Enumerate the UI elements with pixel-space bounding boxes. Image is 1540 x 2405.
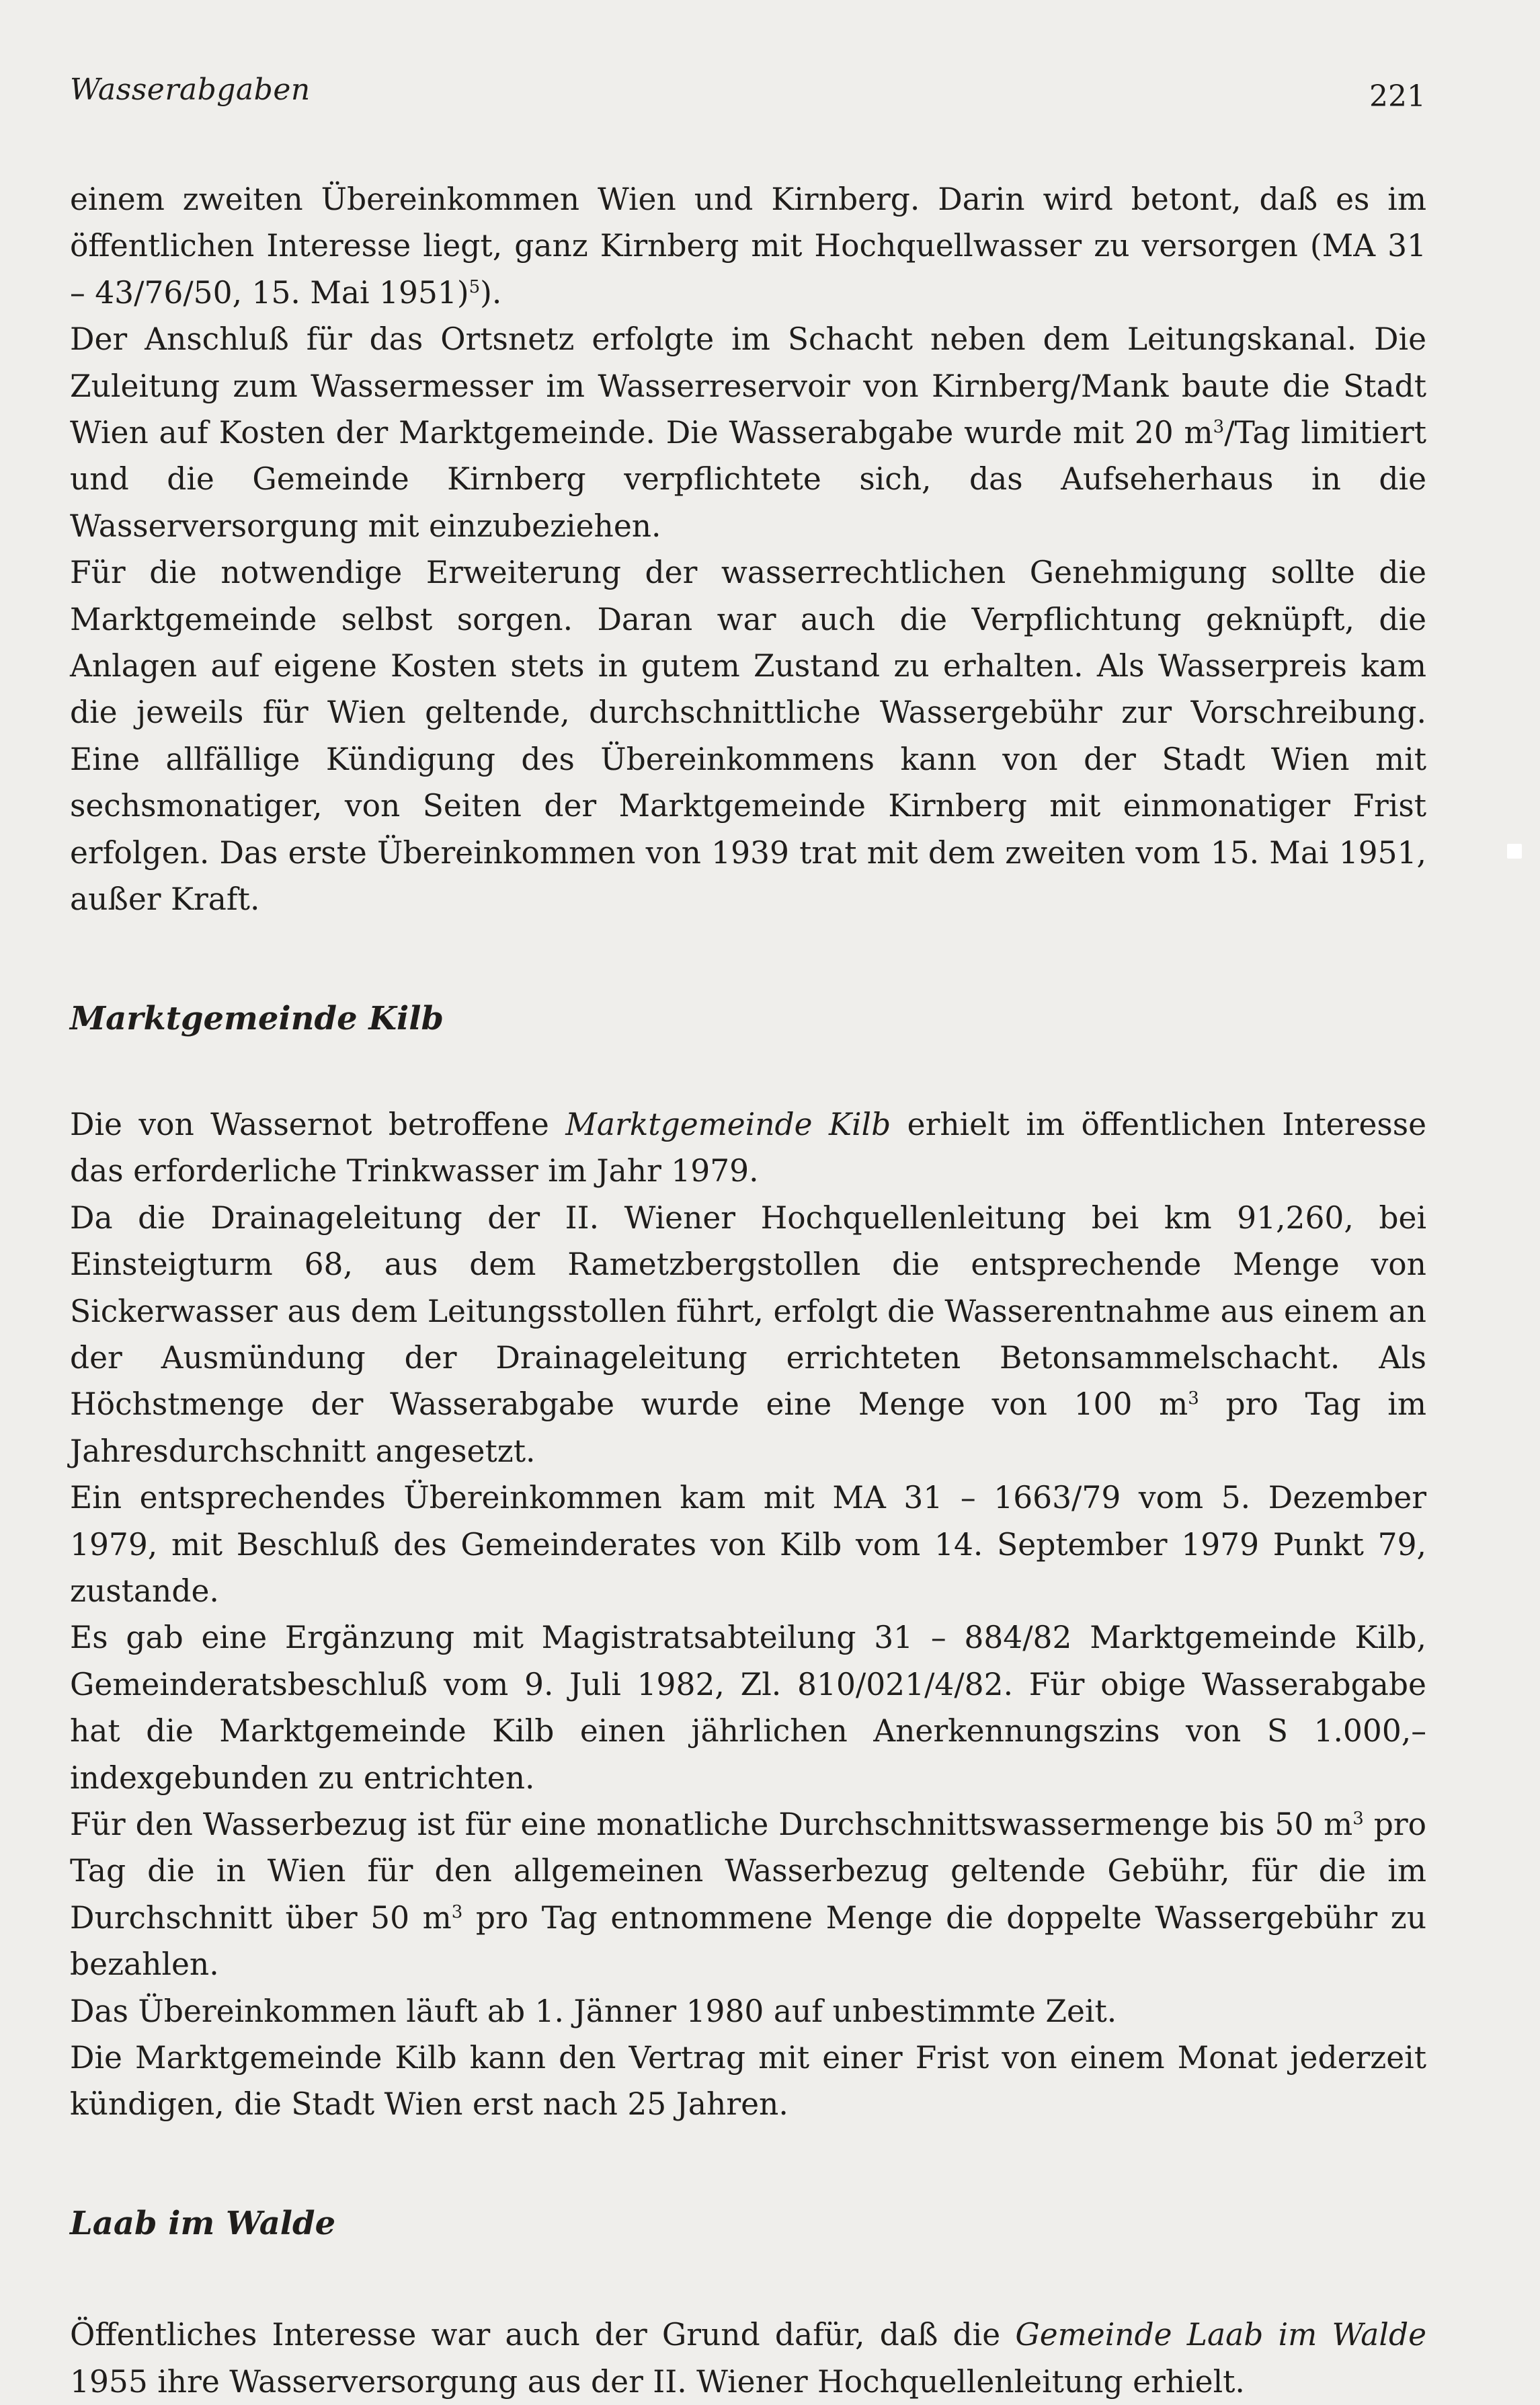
intro-paragraph-1: einem zweiten Übereinkommen Wien und Kirnberg. Darin wird betont, daß es im öffentlichen Interesse liegt, ganz Kirnberg mit Hochquellwasser zu versorgen (MA 31 – 43/76/50, 15. Mai 1951)$^5$). bbox=[70, 182, 1426, 311]
kilb-paragraph-6: Das Übereinkommen läuft ab 1. Jänner 1980 auf unbestimmte Zeit. bbox=[70, 1993, 1117, 2029]
body-text bbox=[70, 176, 1426, 2405]
emphasis-text: Gemeinde Laab im Walde bbox=[1015, 2317, 1426, 2353]
superscript-3: 3 bbox=[1213, 416, 1225, 437]
kilb-paragraph-7: Die Marktgemeinde Kilb kann den Vertrag mit einer Frist von einem Monat jederzeit kündigen, die Stadt Wien erst nach 25 Jahren. bbox=[70, 2040, 1426, 2123]
intro-paragraph-2: Der Anschluß für das Ortsnetz erfolgte im Schacht neben dem Leitungskanal. Die Zuleitung zum Wassermesser im Wasserreservoir von Kirnberg/Mank baute die Stadt Wien auf Kosten der Marktgemeinde. Die Wasserabgabe wurde mit 20 $m^3$/Tag limitiert und die Gemeinde Kirnberg verpflichtete sich, das Aufseherhaus in die Wasserversorgung mit einzubeziehen. bbox=[70, 321, 1426, 544]
emphasis-text: Marktgemeinde Kilb bbox=[565, 1106, 891, 1142]
running-header-title: Wasserabgaben bbox=[70, 73, 311, 107]
section-heading-laab: Laab im Walde bbox=[70, 2204, 336, 2242]
superscript-3: 3 bbox=[1188, 1388, 1199, 1409]
kilb-paragraph-4: Es gab eine Ergänzung mit Magistratsabteilung 31 – 884/82 Marktgemeinde Kilb, Gemeinderatsbeschluß vom 9. Juli 1982, Zl. 810/021/4/82. Für obige Wasserabgabe hat die Marktgemeinde Kilb einen jährlichen Anerkennungszins von S 1.000,– indexgebunden zu entrichten. bbox=[70, 1620, 1426, 1796]
superscript-3: 3 bbox=[451, 1901, 463, 1922]
page-number: 221 bbox=[1369, 79, 1426, 114]
scan-speck bbox=[1507, 844, 1522, 859]
kilb-paragraph-1: Die von Wassernot betroffene Marktgemeinde Kilb erhielt im öffentlichen Interesse das erforderliche Trinkwasser im Jahr 1979. bbox=[70, 1106, 1426, 1189]
kilb-paragraph-3: Ein entsprechendes Übereinkommen kam mit MA 31 – 1663/79 vom 5. Dezember 1979, mit Beschluß des Gemeinderates von Kilb vom 14. September 1979 Punkt 79, zustande. bbox=[70, 1480, 1426, 1609]
section-heading-kilb: Marktgemeinde Kilb bbox=[70, 999, 444, 1037]
laab-paragraph-1: Öffentliches Interesse war auch der Grund dafür, daß die Gemeinde Laab im Walde 1955 ihre Wasserversorgung aus der II. Wiener Hochquellenleitung erhielt. bbox=[70, 2317, 1426, 2400]
superscript-3: 3 bbox=[1352, 1808, 1364, 1829]
intro-paragraph-3: Für die notwendige Erweiterung der wasserrechtlichen Genehmigung sollte die Marktgemeinde selbst sorgen. Daran war auch die Verpflichtung geknüpft, die Anlagen auf eigene Kosten stets in gutem Zustand zu erhalten. Als Wasserpreis kam die jeweils für Wien geltende, durchschnittliche Wassergebühr zur Vorschreibung. Eine allfällige Kündigung des Übereinkommens kann von der Stadt Wien mit sechsmonatiger, von Seiten der Marktgemeinde Kirnberg mit einmonatiger Frist erfolgen. Das erste Übereinkommen von 1939 trat mit dem zweiten vom 15. Mai 1951, außer Kraft. bbox=[70, 555, 1426, 918]
kilb-paragraph-2: Da die Drainageleitung der II. Wiener Hochquellenleitung bei km 91,260, bei Einsteigturm 68, aus dem Rametzbergstollen die entsprechende Menge von Sickerwasser aus dem Leitungsstollen führt, erfolgt die Wasserentnahme aus einem an der Ausmündung der Drainageleitung errichteten Betonsammelschacht. Als Höchstmenge der Wasserabgabe wurde eine Menge von 100 $m^3$ pro Tag im Jahresdurchschnitt angesetzt. bbox=[70, 1199, 1426, 1469]
footnote-ref: 5 bbox=[469, 276, 481, 297]
kilb-paragraph-5: Für den Wasserbezug ist für eine monatliche Durchschnittswassermenge bis 50 $m^3$ pro Tag die in Wien für den allgemeinen Wasserbezug geltende Gebühr, für die im Durchschnitt über 50 $m^3$ pro Tag entnommene Menge die doppelte Wassergebühr zu bezahlen. bbox=[70, 1807, 1426, 1983]
